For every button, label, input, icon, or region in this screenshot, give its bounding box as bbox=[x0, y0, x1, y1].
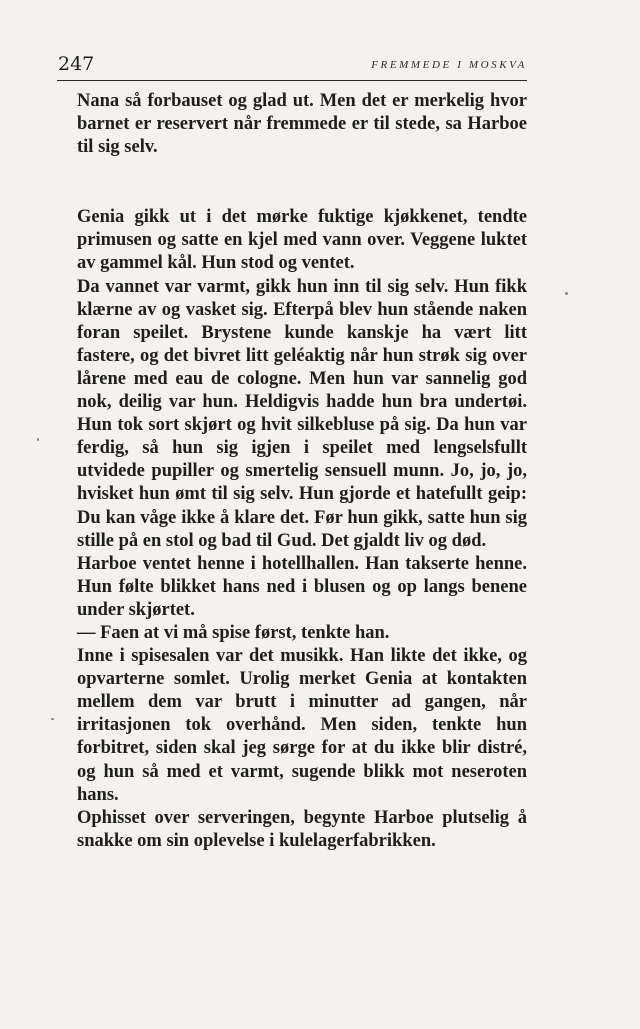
paragraph: Inne i spisesalen var det musikk. Han likte det ikke, og opvarterne somlet. Urolig merket Genia at kontakten mellem dem var brutt i minutter ad gangen, når irritasjonen tok overhånd. Men siden, tenkte hun forbitret, siden skal jeg sørge for at du ikke blir distré, og hun så med et varmt, sugende blikk mot neseroten hans. bbox=[77, 646, 527, 805]
page-number: 247 bbox=[58, 53, 95, 75]
body-text bbox=[77, 90, 527, 853]
running-title: FREMMEDE I MOSKVA bbox=[371, 59, 527, 71]
section-break bbox=[77, 159, 527, 206]
paragraph: Genia gikk ut i det mørke fuktige kjøkkenet, tendte primusen og satte en kjel med vann over. Veggene luktet av gammel kål. Hun stod og ventet. bbox=[77, 207, 527, 274]
paragraph: Nana så forbauset og glad ut. Men det er merkelig hvor barnet er reservert når fremmede er til stede, sa Harboe til sig selv. bbox=[77, 91, 527, 158]
paragraph: Ophisset over serveringen, begynte Harboe plutselig å snakke om sin oplevelse i kulelagerfabrikken. bbox=[77, 807, 527, 851]
paper-speck bbox=[51, 718, 54, 720]
paragraph: — Faen at vi må spise først, tenkte han. bbox=[77, 622, 390, 643]
page-header bbox=[57, 50, 527, 81]
paragraph: Da vannet var varmt, gikk hun inn til sig selv. Hun fikk klærne av og vasket sig. Efterpå blev hun stående naken foran speilet. Brystene kunde kanskje ha vært litt fastere, og det bivret litt geléaktig når hun strøk sig over lårene med eau de cologne. Men hun var sannelig god nok, deilig var hun. Heldigvis hadde hun bra undertøi. Hun tok sort skjørt og hvit silkebluse på sig. Da hun var ferdig, så hun sig igjen i speilet med lengselsfullt utvidede pupiller og smertelig sensuell munn. Jo, jo, jo, hvisket hun ømt til sig selv. Hun gjorde et hatefullt geip: Du kan våge ikke å klare det. Før hun gikk, satte hun sig stille på en stol og bad til Gud. Det gjaldt liv og død. bbox=[77, 276, 527, 551]
paper-speck bbox=[37, 438, 39, 441]
paper-speck bbox=[565, 292, 568, 295]
paragraph: Harboe ventet henne i hotellhallen. Han takserte henne. Hun følte blikket hans ned i blusen og op langs benene under skjørtet. bbox=[77, 553, 527, 620]
